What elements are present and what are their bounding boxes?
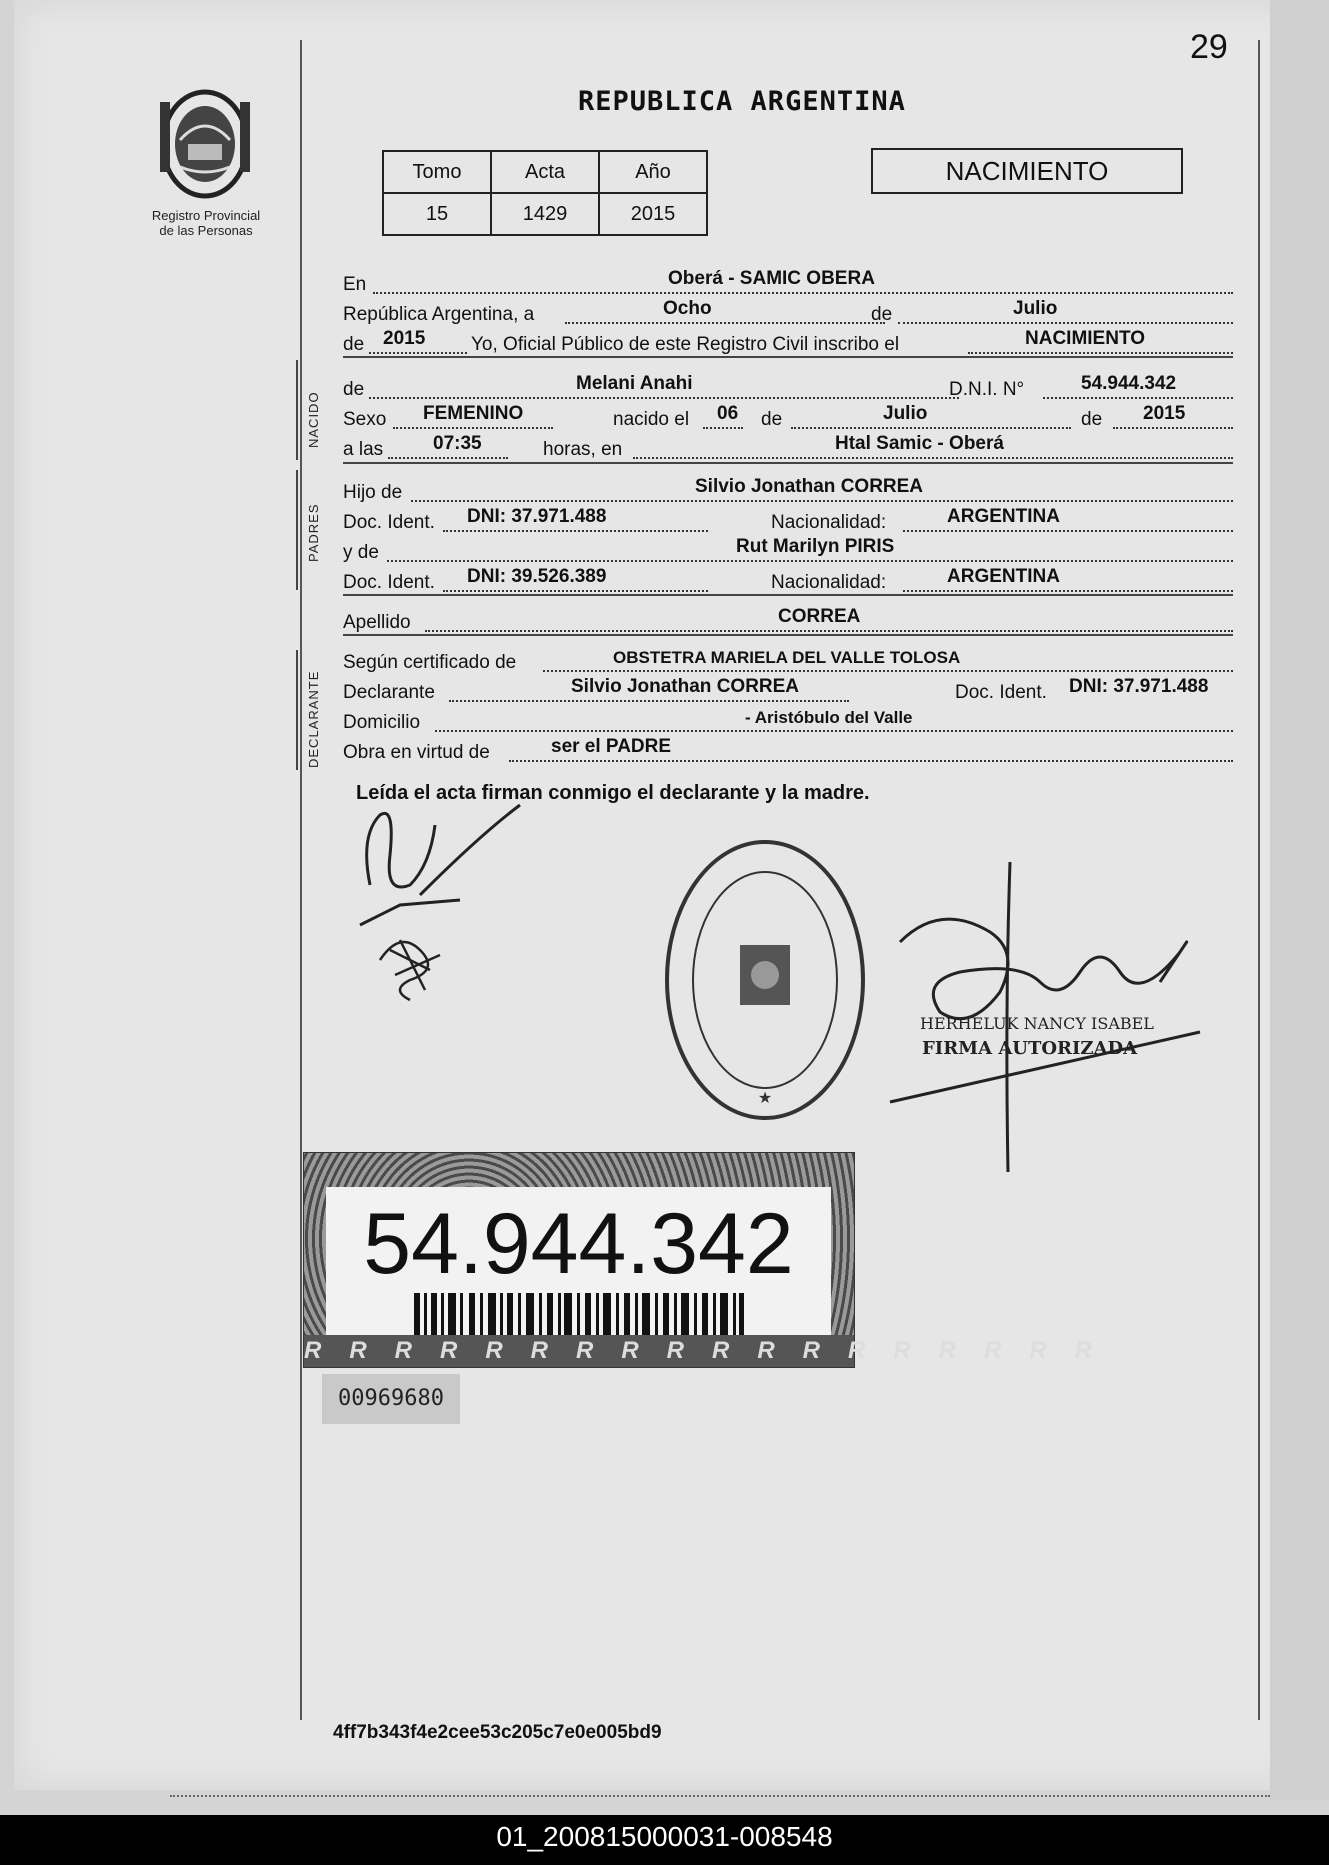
sexo-label: Sexo [343,409,387,430]
en-label: En [343,274,367,295]
domicilio-value: - Aristóbulo del Valle [745,708,913,727]
dni-value: 54.944.342 [1081,373,1177,394]
obra-value: ser el PADRE [551,736,672,757]
document-hash: 4ff7b343f4e2cee53c205c7e0e005bd9 [333,1722,662,1743]
yde-label: y de [343,542,379,563]
table-cell: 1429 [491,193,599,235]
row-padre-doc [343,508,1233,538]
anio-value: 2015 [383,328,426,349]
row-padre [343,478,1233,508]
dotted-line [388,456,508,459]
dotted-line [543,669,1233,672]
table-header-cell: Acta [491,151,599,193]
row-declarante [343,678,1233,708]
inscribo-value: NACIMIENTO [1025,328,1145,349]
section-bracket [296,470,298,590]
dotted-line [443,589,708,592]
bottom-dotted-line [170,1795,1270,1797]
page-edge [1270,0,1329,1800]
nacionalidad-label: Nacionalidad: [771,512,887,533]
serial-number: 00969680 [322,1374,460,1424]
dotted-line [443,529,708,532]
dotted-line [968,351,1233,354]
row-sexo [343,405,1233,435]
dotted-line [387,559,1233,562]
dotted-line [435,729,1233,732]
logo-caption [136,208,276,238]
section-divider [343,594,1233,596]
nac-anio: 2015 [1143,403,1186,424]
declarante-label: Declarante [343,682,435,703]
hijo-label: Hijo de [343,482,403,503]
section-label-declarante: DECLARANTE [306,670,321,768]
id-number: 54.944.342 [363,1196,794,1292]
en-value: Oberá - SAMIC OBERA [668,268,875,289]
decl-doc-label: Doc. Ident. [955,682,1047,703]
row-madre [343,538,1233,568]
section-bracket [296,650,298,770]
table-row [383,193,707,235]
right-margin-line [1258,40,1260,1720]
padre-value: Silvio Jonathan CORREA [695,476,924,497]
oficial-text: Yo, Oficial Público de este Registro Civil inscribo el [471,334,900,355]
table-header-row [383,151,707,193]
declarante-value: Silvio Jonathan CORREA [571,676,800,697]
madre-signature [370,920,460,1010]
segun-label: Según certificado de [343,652,517,673]
file-identifier-footer: 01_200815000031-008548 [0,1815,1329,1865]
dotted-line [369,351,467,354]
lugar-value: Htal Samic - Oberá [835,433,1004,454]
decl-doc-value: DNI: 37.971.488 [1069,676,1209,697]
sexo-value: FEMENINO [423,403,524,424]
madre-doc: DNI: 39.526.389 [467,566,607,587]
row-domicilio [343,708,1233,738]
closing-statement: Leída el acta firman conmigo el declarante y la madre. [356,782,870,804]
dotted-line [903,529,1233,532]
declarante-signature [340,795,540,935]
official-seal [660,835,870,1125]
table-cell: 15 [383,193,491,235]
apellido-value: CORREA [778,606,861,627]
dotted-line [898,321,1233,324]
doc-label: Doc. Ident. [343,512,435,533]
document-title: REPUBLICA ARGENTINA [578,86,906,117]
nac-mes: Julio [883,403,928,424]
de-label: de [761,409,783,430]
mes-value: Julio [1013,298,1058,319]
nombre-value: Melani Anahi [576,373,693,394]
svg-text:★: ★ [757,1090,773,1107]
dotted-line [633,456,1233,459]
row-republica [343,300,1233,330]
de-label: de [1081,409,1103,430]
padre-nac: ARGENTINA [947,506,1060,527]
dotted-line [1113,426,1233,429]
obra-label: Obra en virtud de [343,742,490,763]
dotted-line [703,426,743,429]
tomo-acta-ano-table [382,150,708,236]
segun-value: OBSTETRA MARIELA DEL VALLE TOLOSA [613,648,961,667]
section-divider [343,634,1233,636]
table-header-cell: Año [599,151,707,193]
barcode-label [326,1187,831,1337]
apellido-label: Apellido [343,612,411,633]
section-divider [343,462,1233,464]
row-segun [343,648,1233,678]
dni-label: D.N.I. N° [949,379,1025,400]
de-label: de [871,304,893,325]
dotted-line [393,426,553,429]
nac-dia: 06 [717,403,739,424]
padre-doc: DNI: 37.971.488 [467,506,607,527]
logo-caption-line1: Registro Provincial [151,208,261,223]
de-label: de [343,379,365,400]
table-header-cell: Tomo [383,151,491,193]
security-pattern-strip: RRRRRRRRRRRRRRRRRR [304,1335,854,1367]
dotted-line [369,396,959,399]
section-label-padres: PADRES [306,503,321,562]
de-label: de [343,334,365,355]
logo-caption-line2: de las Personas [159,223,253,238]
domicilio-label: Domicilio [343,712,421,733]
dotted-line [791,426,1071,429]
republica-label: República Argentina, a [343,304,535,325]
authorized-role: FIRMA AUTORIZADA [922,1038,1138,1059]
left-margin-line [300,40,302,1720]
dotted-line [903,589,1233,592]
row-hora [343,435,1233,465]
row-nombre [343,375,1233,405]
madre-nac: ARGENTINA [947,566,1060,587]
dotted-line [373,291,1233,294]
dotted-line [509,759,1233,762]
dotted-line [1043,396,1233,399]
dotted-line [449,699,849,702]
hora-value: 07:35 [433,433,482,454]
row-en [343,270,1233,300]
section-divider [343,356,1233,358]
section-bracket [296,360,298,460]
dotted-line [565,321,885,324]
nacido-label: nacido el [613,409,690,430]
authorized-name: HERHELUK NANCY ISABEL [920,1014,1154,1033]
dia-value: Ocho [663,298,712,319]
record-type-box: NACIMIENTO [871,148,1183,194]
doc-label: Doc. Ident. [343,572,435,593]
id-barcode-sticker [303,1152,1120,1368]
page-number: 29 [1190,28,1228,66]
misiones-emblem-icon [150,82,260,212]
table-cell: 2015 [599,193,707,235]
row-obra [343,738,1233,768]
madre-value: Rut Marilyn PIRIS [736,536,895,557]
dotted-line [425,629,1233,632]
nacionalidad-label: Nacionalidad: [771,572,887,593]
dotted-line [411,499,1233,502]
section-label-nacido: NACIDO [306,391,321,448]
horas-label: horas, en [543,439,623,460]
alas-label: a las [343,439,384,460]
